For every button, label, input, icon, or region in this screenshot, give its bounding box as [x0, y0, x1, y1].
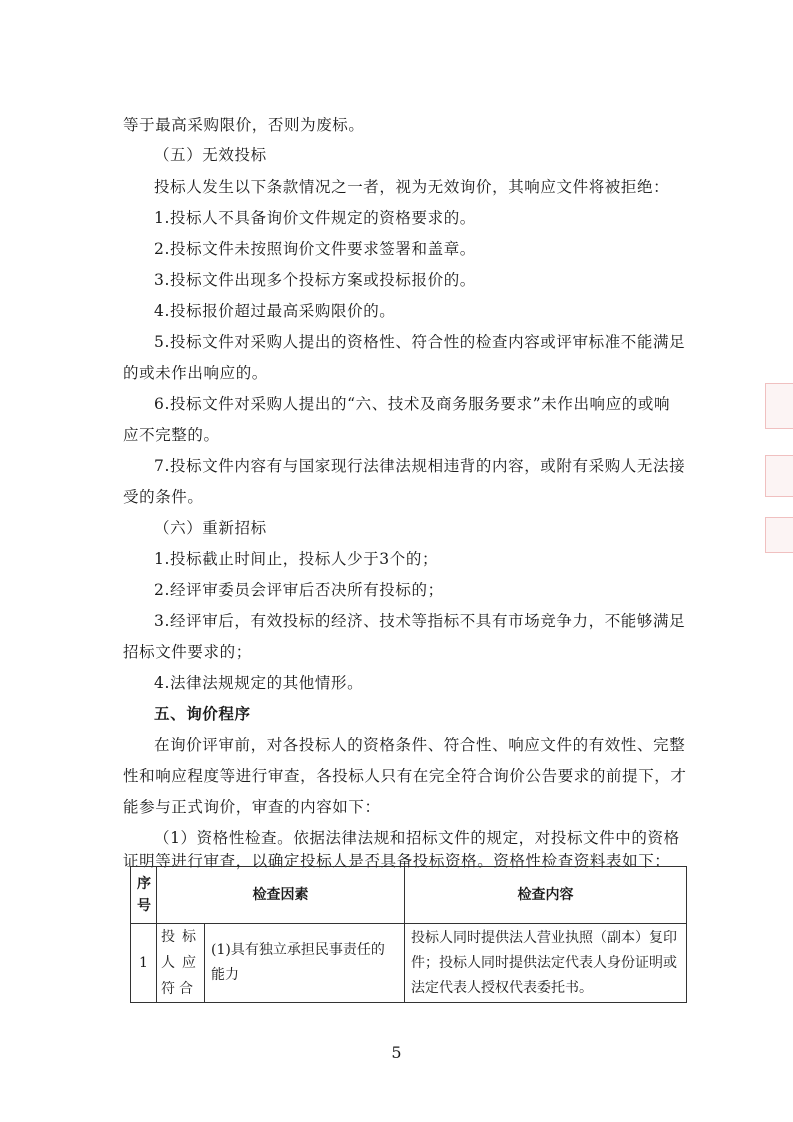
table-row [131, 924, 687, 1003]
text-line: 应不完整的。 [123, 426, 220, 444]
header-index: 序号 [131, 867, 157, 924]
text-line: 受的条件。 [123, 488, 204, 506]
list-item: 2.经评审委员会评审后否决所有投标的； [154, 581, 444, 599]
section-heading: （五）无效投标 [154, 146, 267, 164]
list-item: 3.投标文件出现多个投标方案或投标报价的。 [154, 271, 476, 289]
list-item: 3.经评审后，有效投标的经济、技术等指标不具有市场竞争力，不能够满足 [154, 612, 686, 630]
list-item: 1.投标截止时间止，投标人少于3个的； [154, 550, 439, 568]
list-item: 4.投标报价超过最高采购限价的。 [154, 302, 396, 320]
section-heading: （六）重新招标 [154, 519, 267, 537]
text-line: 等于最高采购限价，否则为废标。 [123, 116, 365, 134]
page-number: 5 [391, 1043, 402, 1062]
text-line: 招标文件要求的； [123, 643, 252, 661]
text-line: 证明等进行审查，以确定投标人是否具备投标资格。资格性检查资料表如下： [123, 852, 671, 870]
text-line: 在询价评审前，对各投标人的资格条件、符合性、响应文件的有效性、完整 [154, 736, 686, 754]
list-item: 5.投标文件对采购人提出的资格性、符合性的检查内容或评审标准不能满足 [154, 333, 686, 351]
header-factor: 检查因素 [157, 867, 405, 924]
row-index: 1 [131, 924, 157, 1003]
text-line: 的或未作出响应的。 [123, 364, 268, 382]
list-item: 1.投标人不具备询价文件规定的资格要求的。 [154, 209, 476, 227]
text-line: 能参与正式询价，审查的内容如下： [123, 798, 381, 816]
header-content: 检查内容 [405, 867, 687, 924]
chapter-heading: 五、询价程序 [154, 704, 251, 723]
list-item: 6.投标文件对采购人提出的“六、技术及商务服务要求”未作出响应的或响 [154, 395, 671, 413]
row-category: 投标人应符合 [157, 924, 205, 1003]
row-factor: (1)具有独立承担民事责任的能力 [205, 924, 405, 1003]
text-line: （1）资格性检查。依据法律法规和招标文件的规定，对投标文件中的资格 [154, 829, 680, 847]
text-line: 性和响应程度等进行审查，各投标人只有在完全符合询价公告要求的前提下，才 [123, 767, 687, 785]
row-content: 投标人同时提供法人营业执照（副本）复印件；投标人同时提供法定代表人身份证明或法定代表人授权代表委托书。 [405, 924, 687, 1003]
seal-stamp-fragment [765, 383, 793, 429]
text-line: 投标人发生以下条款情况之一者，视为无效询价，其响应文件将被拒绝： [154, 178, 670, 196]
list-item: 7.投标文件内容有与国家现行法律法规相违背的内容，或附有采购人无法接 [154, 457, 686, 475]
table-header-row [131, 867, 687, 924]
qualification-table [130, 866, 686, 1003]
seal-stamp-fragment [765, 455, 793, 497]
seal-stamp-fragment [765, 517, 793, 553]
list-item: 4.法律法规规定的其他情形。 [154, 674, 364, 692]
list-item: 2.投标文件未按照询价文件要求签署和盖章。 [154, 240, 476, 258]
